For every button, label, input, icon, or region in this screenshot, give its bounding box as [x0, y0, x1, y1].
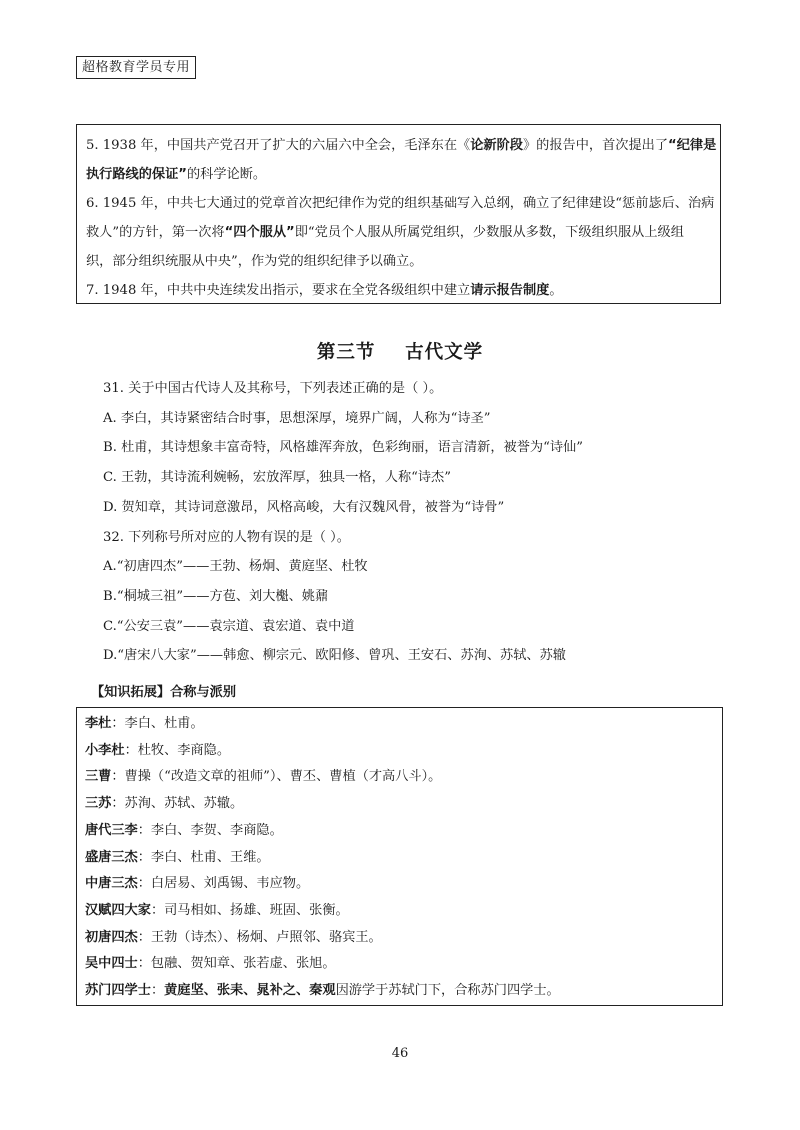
knowledge-title: 【知识拓展】合称与派别 [91, 685, 237, 700]
question-32-option-d: D.“唐宋八大家”——韩愈、柳宗元、欧阳修、曾巩、王安石、苏洵、苏轼、苏辙 [103, 648, 566, 664]
header-tag: 超格教育学员专用 [76, 56, 196, 79]
knowledge-row-last: 苏门四学士：黄庭坚、张耒、晁补之、秦观因游学于苏轼门下，合称苏门四学士。 [85, 983, 560, 999]
knowledge-box [76, 707, 723, 1006]
questions-block [103, 374, 753, 671]
knowledge-row: 唐代三李：李白、李贺、李商隐。 [85, 822, 283, 838]
knowledge-row: 盛唐三杰：李白、杜甫、王维。 [85, 849, 270, 865]
note-paragraph-6: 6. 1945 年，中共七大通过的党章首次把纪律作为党的组织基础写入总纲，确立了纪律建设“惩前毖后、治病 救人”的方针，第一次将“四个服从”即“党员个人服从所属党组织，少数服从多数，下级组织服从上级组 织，部分组织统服从中央”，作为党的组织纪律予以确立。 [86, 196, 715, 269]
question-31-option-d: D. 贺知章，其诗词意激昂，风格高峻，大有汉魏风骨，被誉为“诗骨” [103, 499, 505, 515]
question-32-option-a: A.“初唐四杰”——王勃、杨炯、黄庭坚、杜牧 [103, 559, 368, 575]
question-31-option-c: C. 王勃，其诗流利婉畅，宏放浑厚，独具一格，人称“诗杰” [103, 470, 451, 486]
question-32-stem: 32. 下列称号所对应的人物有误的是（ ）。 [103, 529, 350, 545]
question-31-option-a: A. 李白，其诗紧密结合时事，思想深厚，境界广阔，人称为“诗圣” [103, 410, 491, 426]
question-32-option-b: B.“桐城三祖”——方苞、刘大櫆、姚鼐 [103, 588, 329, 604]
knowledge-row: 小李杜：杜牧、李商隐。 [85, 742, 231, 758]
section-title: 第三节 古代文学 [316, 342, 484, 363]
knowledge-row: 李杜：李白、杜甫。 [85, 716, 204, 731]
note-paragraph-5: 5. 1938 年，中国共产党召开了扩大的六届六中全会，毛泽东在《论新阶段》的报告中，首次提出了“纪律是 执行路线的保证”的科学论断。 [86, 138, 717, 182]
note-paragraph-7: 7. 1948 年，中共中央连续发出指示，要求在全党各级组织中建立请示报告制度。 [86, 283, 563, 298]
knowledge-row: 初唐四杰：王勃（诗杰）、杨炯、卢照邻、骆宾王。 [85, 929, 382, 945]
knowledge-row: 吴中四士：包融、贺知章、张若虚、张旭。 [85, 956, 336, 972]
question-32-option-c: C.“公安三袁”——袁宗道、袁宏道、袁中道 [103, 618, 355, 634]
page-number: 46 [391, 1046, 409, 1061]
knowledge-row: 三苏：苏洵、苏轼、苏辙。 [85, 796, 244, 812]
question-31-stem: 31. 关于中国古代诗人及其称号，下列表述正确的是（ ）。 [103, 381, 443, 396]
history-notes-box [76, 124, 721, 304]
knowledge-row: 三曹：曹操（“改造文章的祖师”）、曹丕、曹植（才高八斗）。 [85, 769, 442, 785]
knowledge-row: 汉赋四大家：司马相如、扬雄、班固、张衡。 [85, 902, 349, 918]
knowledge-row: 中唐三杰：白居易、刘禹锡、韦应物。 [85, 876, 310, 892]
question-31-option-b: B. 杜甫，其诗想象丰富奇特，风格雄浑奔放，色彩绚丽，语言清新，被誉为“诗仙” [103, 440, 583, 456]
